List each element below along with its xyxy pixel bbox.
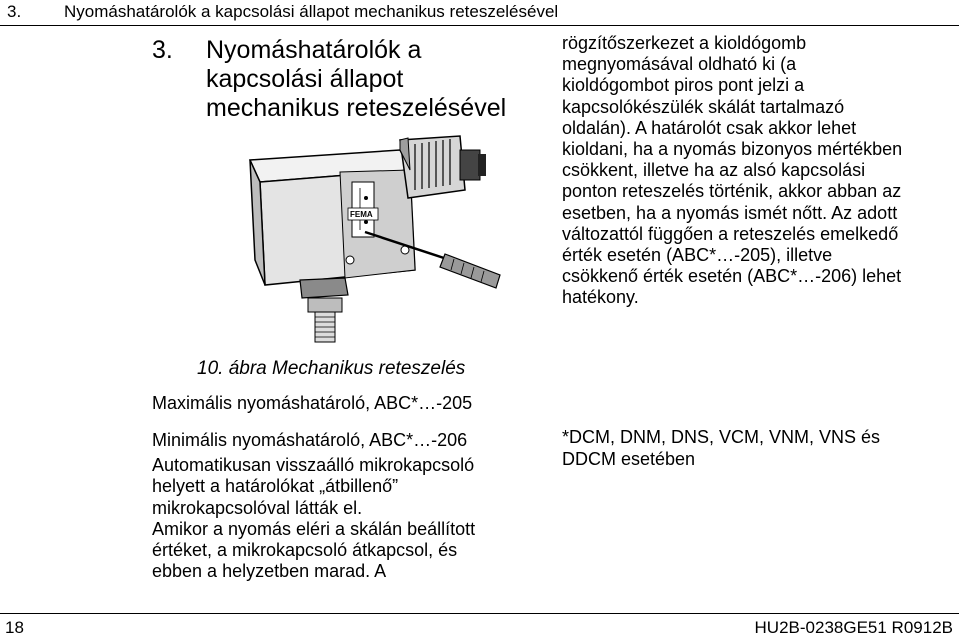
section-title: Nyomáshatárolók a kapcsolási állapot mechanikus reteszelésével (206, 36, 507, 122)
header-title: Nyomáshatárolók a kapcsolási állapot mechanikus reteszelésével (64, 2, 559, 21)
min-limiter-label: Minimális nyomáshatároló, ABC*…-206 (152, 430, 468, 450)
section-number: 3. (152, 36, 173, 64)
header-number: 3. (7, 2, 22, 21)
page-number: 18 (5, 618, 24, 637)
max-limiter-label: Maximális nyomáshatároló, ABC*…-205 (152, 393, 473, 413)
document-id: HU2B-0238GE51 R0912B (754, 618, 953, 637)
header-divider (0, 25, 959, 26)
logo-mark: FEMA (350, 210, 373, 219)
left-body-paragraph: Automatikusan visszaálló mikrokapcsoló helyett a határolókat „átbillenő” mikrokapcsolóval látták el. Amikor a nyomás eléri a skálán beállított értéket, a mikrokapcsoló átkapcsol, és ebben a helyzetben marad. A (152, 455, 476, 582)
pressure-switch-illustration (220, 110, 540, 350)
right-body-paragraph: rögzítőszerkezet a kioldógomb megnyomásával oldható ki (a kioldógombot piros pont jelzi a kapcsolókészülék skálát tartalmazó oldalán). A határolót csak akkor lehet kioldani, ha a nyomás bizonyos mértékben csökkent, illetve ha az alsó kapcsolási ponton reteszelés történik, akkor abban az esetben, ha a nyomás ismét nőtt. Az adott változattól függően a reteszelés emelkedő érték esetén (ABC*…-205), illetve csökkenő érték esetén (ABC*…-206) lehet hatékony. (562, 33, 903, 308)
footer-divider (0, 613, 959, 614)
figure-caption: 10. ábra Mechanikus reteszelés (197, 358, 466, 379)
model-note: *DCM, DNM, DNS, VCM, VNM, VNS és DDCM esetében (562, 427, 881, 469)
